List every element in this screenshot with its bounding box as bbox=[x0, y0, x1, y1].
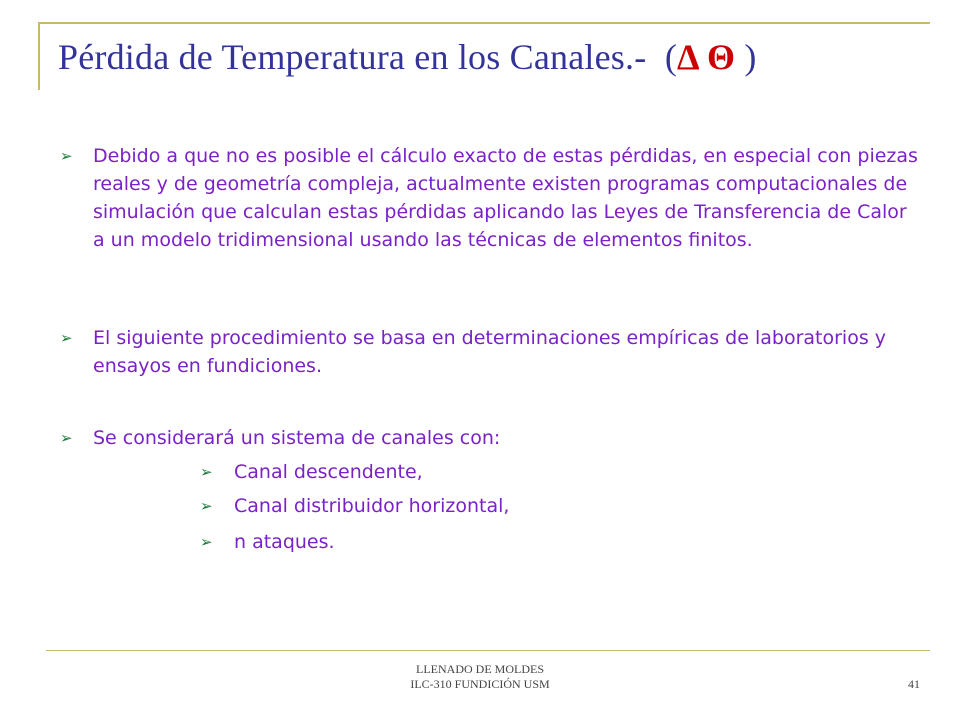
arrow-bullet-icon: ➢ bbox=[200, 463, 213, 481]
sub-bullet-item bbox=[200, 492, 840, 520]
page-number: 41 bbox=[908, 677, 920, 691]
sub-bullet-text: n ataques. bbox=[234, 531, 335, 553]
title-symbols: Δ Θ bbox=[677, 37, 736, 77]
bottom-rule bbox=[46, 650, 930, 651]
top-rule bbox=[38, 22, 930, 24]
sub-bullet-item bbox=[200, 458, 840, 486]
title-paren-close: ) bbox=[744, 37, 757, 77]
arrow-bullet-icon: ➢ bbox=[60, 429, 73, 447]
arrow-bullet-icon: ➢ bbox=[200, 533, 213, 551]
footer-line-1: LLENADO DE MOLDES bbox=[416, 662, 544, 676]
footer-line-2: ILC-310 FUNDICIÓN USM bbox=[410, 677, 550, 691]
footer bbox=[300, 662, 660, 692]
arrow-bullet-icon: ➢ bbox=[200, 497, 213, 515]
arrow-bullet-icon: ➢ bbox=[60, 147, 73, 165]
bullet-item bbox=[60, 324, 920, 380]
sub-bullet-text: Canal distribuidor horizontal, bbox=[234, 495, 510, 517]
left-rule bbox=[38, 22, 40, 90]
slide-title bbox=[58, 36, 757, 78]
bullet-item bbox=[60, 424, 920, 452]
sub-bullet-item bbox=[200, 528, 840, 556]
arrow-bullet-icon: ➢ bbox=[60, 329, 73, 347]
bullet-text: Debido a que no es posible el cálculo exacto de estas pérdidas, en especial con piezas reales y de geometría compleja, actualmente existen programas computacionales de simulación que calculan estas pérdidas aplicando las Leyes de Transferencia de Calor a un modelo tridimensional usando las técnicas de elementos finitos. bbox=[93, 145, 918, 251]
bullet-text: Se considerará un sistema de canales con: bbox=[93, 427, 501, 449]
title-paren-open: ( bbox=[664, 37, 678, 77]
bullet-text: El siguiente procedimiento se basa en determinaciones empíricas de laboratorios y ensayos en fundiciones. bbox=[93, 327, 886, 377]
sub-bullet-text: Canal descendente, bbox=[234, 461, 423, 483]
bullet-item bbox=[60, 142, 920, 254]
title-text: Pérdida de Temperatura en los Canales.- bbox=[58, 37, 647, 77]
